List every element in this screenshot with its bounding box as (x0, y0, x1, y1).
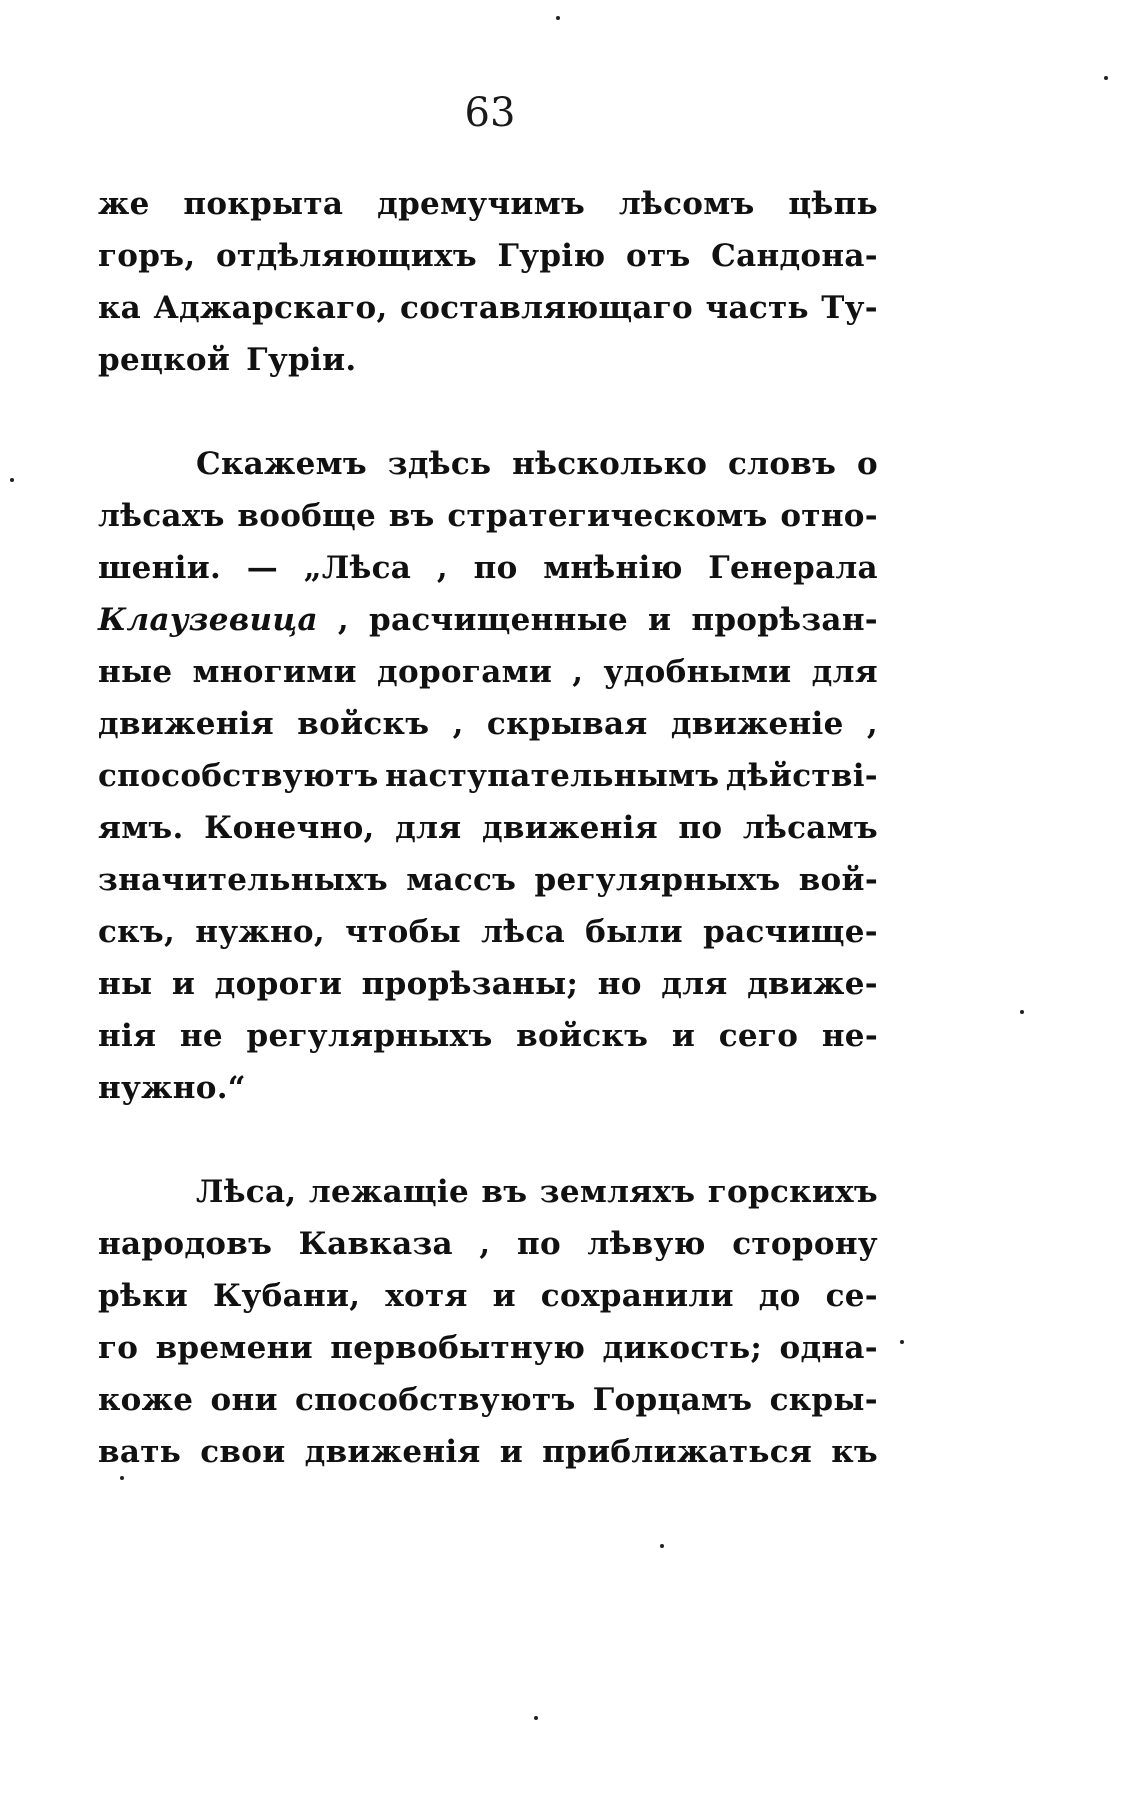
text-line (98, 1062, 878, 1114)
word: дѣйстві- (725, 758, 878, 794)
word: чтобы (345, 914, 461, 950)
word: Ту- (821, 290, 878, 326)
word: свои (200, 1434, 286, 1470)
word: вать (98, 1434, 182, 1470)
word: вообще (237, 498, 377, 534)
word: Аджарскаго, (153, 290, 388, 326)
word: , (572, 654, 584, 690)
word: часть (705, 290, 809, 326)
word: войскъ (297, 706, 430, 742)
word: по (678, 810, 723, 846)
word: ные (98, 654, 173, 690)
word: , (866, 706, 878, 742)
word: движе- (747, 966, 878, 1002)
word: стратегическомъ (447, 498, 768, 534)
word: коже (98, 1382, 194, 1418)
word: , (479, 1226, 491, 1262)
word: , (337, 602, 349, 638)
text-line (98, 542, 878, 594)
word: одна- (779, 1330, 878, 1366)
word: нужно.“ (98, 1070, 246, 1106)
text-line (98, 178, 878, 230)
word: Скажемъ (196, 446, 367, 482)
word: дороги (214, 966, 343, 1002)
paragraph (98, 1166, 878, 1478)
word: Конечно, (204, 810, 375, 846)
text-line (98, 854, 878, 906)
word: отдѣляющихъ (215, 238, 477, 274)
word: покрыта (183, 186, 344, 222)
word: лѣсомъ (618, 186, 755, 222)
scan-speck (900, 1340, 904, 1344)
word: къ (831, 1434, 878, 1470)
word: дикость; (602, 1330, 763, 1366)
word: для (395, 810, 462, 846)
word: Кавказа (298, 1226, 453, 1262)
word: по (473, 550, 518, 586)
paragraph (98, 438, 878, 1114)
word: рѣки (98, 1278, 189, 1314)
word: рецкой (98, 342, 231, 378)
text-line (98, 230, 878, 282)
word: не- (821, 1018, 878, 1054)
word: мнѣнію (543, 550, 683, 586)
word: го (98, 1330, 139, 1366)
word: Лѣса, (196, 1174, 297, 1210)
word: „Лѣса (303, 550, 412, 586)
word: лѣсахъ (98, 498, 225, 534)
word: отъ (626, 238, 691, 274)
word: , (436, 550, 448, 586)
word: способствуютъ (294, 1382, 576, 1418)
word: — (246, 550, 279, 586)
word: первобытную (330, 1330, 586, 1366)
word: Генерала (708, 550, 878, 586)
scan-speck (10, 478, 14, 482)
word: движенія (304, 1434, 481, 1470)
text-line (98, 1270, 878, 1322)
word: многими (192, 654, 357, 690)
word: для (811, 654, 878, 690)
scan-speck (534, 1716, 538, 1720)
word: движенія (98, 706, 274, 742)
word: лѣса (481, 914, 565, 950)
text-line (98, 802, 878, 854)
paragraph (98, 178, 878, 386)
text-line (98, 438, 878, 490)
word: народовъ (98, 1226, 273, 1262)
word: движенія (481, 810, 658, 846)
word: хотя (385, 1278, 468, 1314)
text-line (98, 958, 878, 1010)
text-line (98, 282, 878, 334)
word: лѣвую (587, 1226, 706, 1262)
word: регулярныхъ (246, 1018, 493, 1054)
word: ямъ. (98, 810, 184, 846)
word: сего (718, 1018, 799, 1054)
word: значительныхъ (98, 862, 388, 898)
word: и (499, 1434, 524, 1470)
text-line (98, 1218, 878, 1270)
text-line (98, 698, 878, 750)
word: не (179, 1018, 223, 1054)
word: приближаться (542, 1434, 813, 1470)
word: Горцамъ (592, 1382, 753, 1418)
scan-speck (1104, 76, 1108, 80)
word: составляющаго (400, 290, 694, 326)
word: сторону (732, 1226, 878, 1262)
word: наступательнымъ (385, 758, 720, 794)
text-line (98, 750, 878, 802)
word: и (171, 966, 196, 1002)
word: цѣпь (788, 186, 878, 222)
word: Сандона- (711, 238, 878, 274)
paragraph-gap (98, 1114, 878, 1166)
text-line (98, 906, 878, 958)
word: скрывая (486, 706, 648, 742)
word: здѣсь (387, 446, 492, 482)
text-line (98, 490, 878, 542)
word: дремучимъ (377, 186, 586, 222)
text-line (98, 646, 878, 698)
word: массъ (406, 862, 517, 898)
word: въ (388, 498, 435, 534)
word: и (648, 602, 672, 638)
word: нужно, (195, 914, 325, 950)
word: расчищенные (368, 602, 629, 638)
word: прорѣзан- (691, 602, 878, 638)
word: Клаузевица (98, 602, 318, 638)
word: Кубани, (212, 1278, 361, 1314)
page-number: 63 (464, 90, 516, 136)
word: времени (155, 1330, 313, 1366)
word: были (585, 914, 683, 950)
word: ка (98, 290, 142, 326)
text-line (98, 1426, 878, 1478)
word: по (516, 1226, 561, 1262)
scan-speck (120, 1476, 124, 1480)
word: лежащіе (308, 1174, 469, 1210)
word: се- (825, 1278, 878, 1314)
word: скры- (769, 1382, 878, 1418)
scan-speck (660, 1544, 664, 1548)
word: скъ, (98, 914, 176, 950)
text-line (98, 594, 878, 646)
word: расчище- (703, 914, 878, 950)
word: и (671, 1018, 696, 1054)
word: способствуютъ (98, 758, 379, 794)
word: прорѣзаны; (361, 966, 579, 1002)
text-line (98, 1374, 878, 1426)
word: вой- (798, 862, 878, 898)
text-line (98, 334, 878, 386)
word: но (597, 966, 642, 1002)
scan-speck (556, 16, 560, 20)
body-text (98, 178, 878, 1478)
word: Гуріи. (246, 342, 357, 378)
word: до (758, 1278, 801, 1314)
word: ны (98, 966, 153, 1002)
word: отно- (780, 498, 878, 534)
word: горъ, (98, 238, 196, 274)
paragraph-gap (98, 386, 878, 438)
word: земляхъ (539, 1174, 696, 1210)
word: и (492, 1278, 516, 1314)
word: Гурію (497, 238, 606, 274)
word: дорогами (377, 654, 553, 690)
word: лѣсамъ (742, 810, 878, 846)
text-line (98, 1322, 878, 1374)
word: въ (481, 1174, 528, 1210)
word: , (452, 706, 464, 742)
word: шеніи. (98, 550, 222, 586)
word: войскъ (516, 1018, 649, 1054)
scan-speck (1020, 1010, 1024, 1014)
word: движеніе (670, 706, 844, 742)
word: же (98, 186, 150, 222)
word: о (856, 446, 878, 482)
text-line (98, 1010, 878, 1062)
word: сохранили (540, 1278, 734, 1314)
word: удобными (603, 654, 792, 690)
word: они (210, 1382, 278, 1418)
text-line (98, 1166, 878, 1218)
word: регулярныхъ (534, 862, 781, 898)
word: горскихъ (707, 1174, 878, 1210)
word: для (661, 966, 728, 1002)
word: нія (98, 1018, 157, 1054)
word: словъ (728, 446, 837, 482)
word: нѣсколько (512, 446, 708, 482)
